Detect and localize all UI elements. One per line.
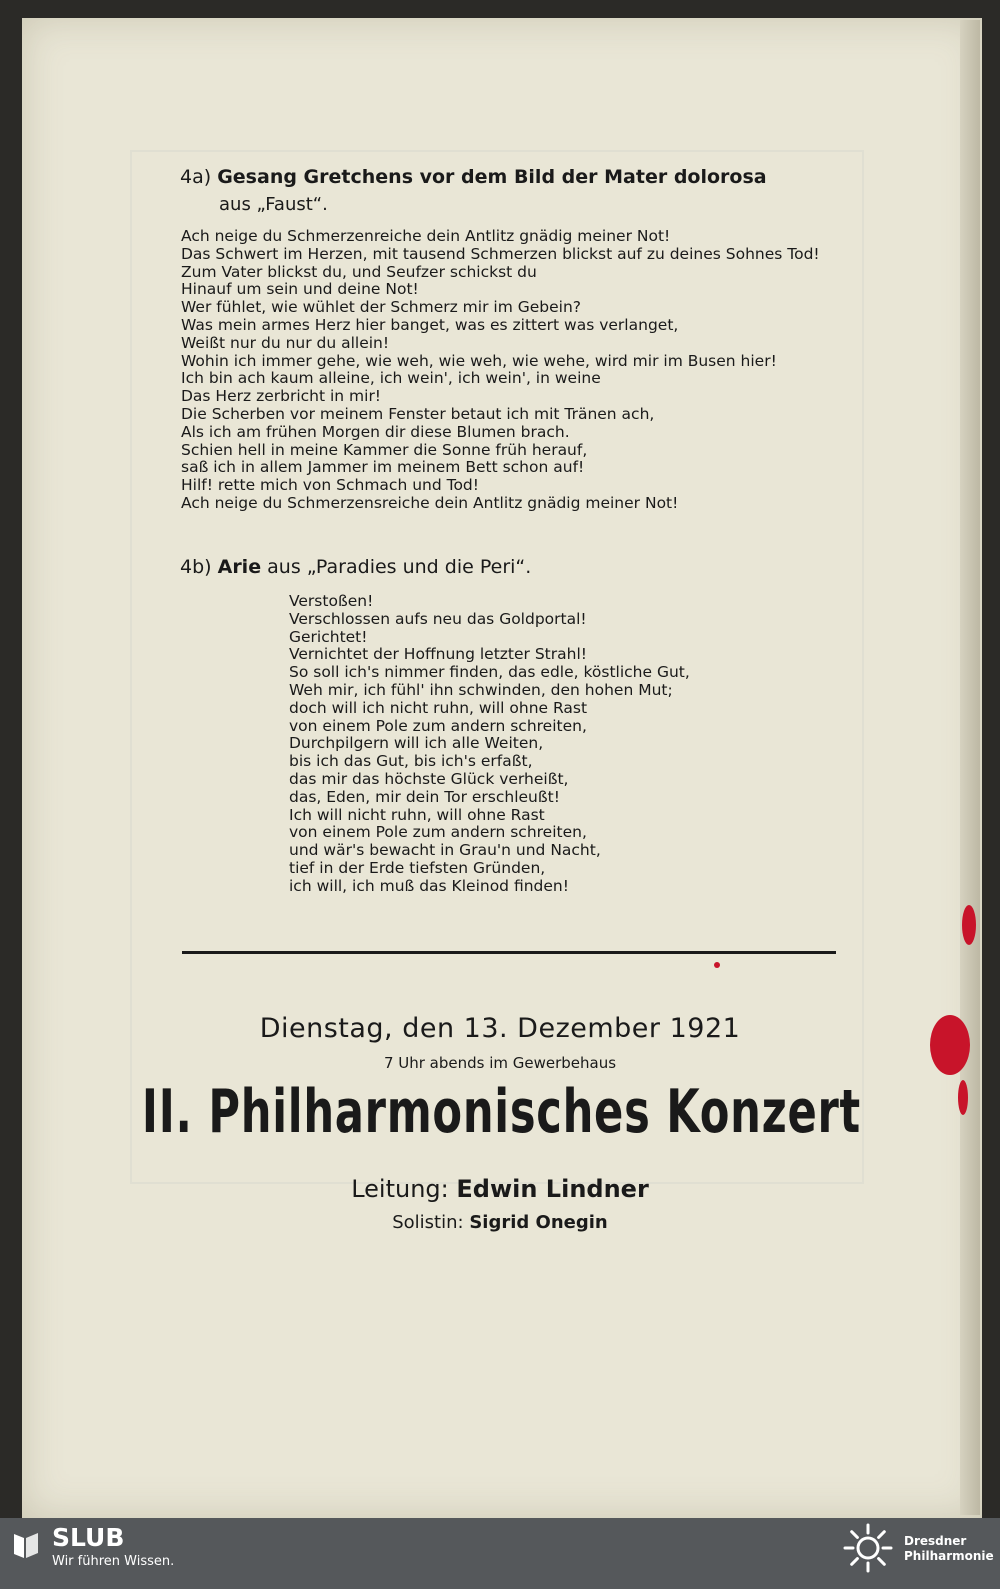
- lyric-line: Gerichtet!: [289, 627, 368, 646]
- library-name[interactable]: SLUB: [52, 1523, 125, 1552]
- lyric-line: Vernichtet der Hoffnung letzter Strahl!: [289, 645, 587, 664]
- lyric-line: bis ich das Gut, bis ich's erfaßt,: [289, 752, 533, 771]
- lyric-line: Hilf! rette mich von Schmach und Tod!: [181, 476, 479, 495]
- philharmonie-logo-icon[interactable]: [842, 1522, 894, 1574]
- conductor-label: Leitung:: [351, 1175, 449, 1203]
- lyric-line: das mir das höchste Glück verheißt,: [289, 769, 569, 788]
- lyric-line: Hinauf um sein und deine Not!: [181, 280, 419, 299]
- lyric-line: Das Schwert im Herzen, mit tausend Schmerzen blickst auf zu deines Sohnes Tod!: [181, 244, 820, 263]
- concert-date: Dienstag, den 13. Dezember 1921: [259, 1013, 741, 1044]
- footer-bar: [0, 1518, 1000, 1589]
- concert-time-place: 7 Uhr abends im Gewerbehaus: [383, 1054, 617, 1072]
- slub-logo-icon[interactable]: [12, 1530, 40, 1560]
- section-a-lyrics: [181, 228, 820, 513]
- lyric-line: Ach neige du Schmerzenreiche dein Antlitz gnädig meiner Not!: [181, 227, 671, 245]
- lyric-line: das, Eden, mir dein Tor erschleußt!: [289, 787, 560, 806]
- section-b-lyrics: [289, 593, 690, 896]
- conductor-line: [0, 1175, 1000, 1203]
- lyric-line: Als ich am frühen Morgen dir diese Blumen brach.: [181, 422, 570, 441]
- lyric-line: Durchpilgern will ich alle Weiten,: [289, 734, 544, 753]
- section-a-number: 4a): [180, 166, 212, 188]
- lyric-line: Ich bin ach kaum alleine, ich wein', ich wein', in weine: [181, 369, 601, 388]
- section-a-heading: [180, 166, 767, 188]
- lyric-line: ich will, ich muß das Kleinod finden!: [289, 876, 569, 895]
- partner-name-line1: Dresdner: [904, 1534, 967, 1548]
- partner-name[interactable]: [904, 1534, 994, 1564]
- lyric-line: doch will ich nicht ruhn, will ohne Rast: [289, 698, 588, 717]
- lyric-line: Schien hell in meine Kammer die Sonne früh herauf,: [181, 440, 588, 459]
- section-a-title: Gesang Gretchens vor dem Bild der Mater dolorosa: [217, 166, 767, 188]
- lyric-line: von einem Pole zum andern schreiten,: [289, 716, 587, 735]
- lyric-line: Wohin ich immer gehe, wie weh, wie weh, wie wehe, wird mir im Busen hier!: [181, 351, 777, 370]
- soloist-line: [0, 1212, 1000, 1233]
- partner-name-line2: Philharmonie: [904, 1549, 994, 1563]
- lyric-line: So soll ich's nimmer finden, das edle, köstliche Gut,: [289, 663, 690, 682]
- concert-title: II. Philharmonisches Konzert: [141, 1077, 861, 1147]
- lyric-line: saß ich in allem Jammer im meinem Bett schon auf!: [181, 458, 585, 477]
- lyric-line: Wer fühlet, wie wühlet der Schmerz mir im Gebein?: [181, 298, 581, 317]
- section-a-source: aus „Faust“.: [219, 194, 328, 215]
- lyric-line: Verschlossen aufs neu das Goldportal!: [289, 609, 587, 628]
- lyric-line: Ach neige du Schmerzensreiche dein Antlitz gnädig meiner Not!: [181, 493, 679, 512]
- lyric-line: von einem Pole zum andern schreiten,: [289, 823, 587, 842]
- lyric-line: Weißt nur du nur du allein!: [181, 333, 390, 352]
- lyric-line: Die Scherben vor meinem Fenster betaut ich mit Tränen ach,: [181, 404, 655, 423]
- lyric-line: Zum Vater blickst du, und Seufzer schickst du: [181, 262, 537, 281]
- section-b-number: 4b): [180, 556, 212, 578]
- soloist-name: Sigrid Onegin: [469, 1212, 608, 1233]
- lyric-line: Ich will nicht ruhn, will ohne Rast: [289, 805, 545, 824]
- divider-rule: [182, 951, 836, 954]
- section-b-source: aus „Paradies und die Peri“.: [267, 556, 532, 578]
- soloist-label: Solistin:: [392, 1212, 464, 1233]
- conductor-name: Edwin Lindner: [456, 1175, 649, 1203]
- lyric-line: Das Herz zerbricht in mir!: [181, 387, 382, 406]
- lyric-line: tief in der Erde tiefsten Gründen,: [289, 858, 546, 877]
- lyric-line: Was mein armes Herz hier banget, was es zittert was verlanget,: [181, 315, 679, 334]
- library-tagline: Wir führen Wissen.: [52, 1554, 175, 1569]
- section-b-heading: [180, 556, 531, 578]
- lyric-line: Weh mir, ich fühl' ihn schwinden, den hohen Mut;: [289, 680, 673, 699]
- lyric-line: und wär's bewacht in Grau'n und Nacht,: [289, 841, 601, 860]
- lyric-line: Verstoßen!: [289, 592, 374, 610]
- section-b-title: Arie: [217, 556, 262, 578]
